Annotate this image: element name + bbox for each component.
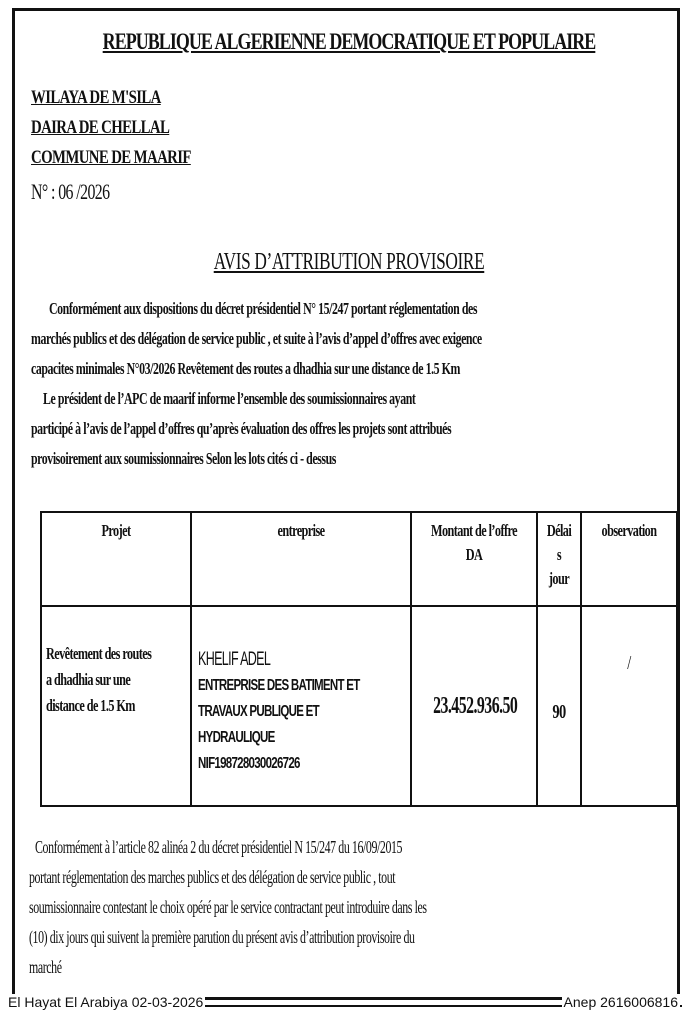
table-row	[41, 606, 677, 806]
closing-line: (10) dix jours qui suivent la première parution du présent avis d’attribution provisoire du	[29, 927, 415, 947]
closing-line: marché	[29, 957, 62, 977]
closing-line: portant réglementation des marches publics et des délégation de service public , tout	[29, 867, 396, 887]
table-header-row	[41, 512, 677, 606]
cell-entreprise: KHELIF ADEL ENTREPRISE DES BATIMENT ET TRAVAUX PUBLIQUE ET HYDRAULIQUE NIF198728030026726	[191, 606, 411, 806]
wilaya-line: WILAYA DE M'SILA	[31, 87, 161, 108]
intro-line: Le président de l’APC de maarif informe l’ensemble des soumissionnaires ayant	[43, 389, 416, 408]
closing-line: Conformément à l’article 82 alinéa 2 du décret présidentiel N 15/247 du 16/09/2015	[35, 837, 403, 857]
cell-delai: 90	[537, 606, 581, 806]
intro-line: participé à l’avis de l’appel d’offres qu’après évaluation des offres les projets sont attribués	[31, 419, 452, 438]
attribution-table	[40, 511, 678, 807]
footer-reference: Anep 2616006816	[563, 994, 678, 1010]
header-entreprise: entreprise	[191, 512, 411, 606]
republic-heading: REPUBLIQUE ALGERIENNE DEMOCRATIQUE ET POPULAIRE	[102, 29, 596, 54]
daira-line: DAIRA DE CHELLAL	[31, 117, 170, 138]
notice-frame	[12, 8, 680, 1000]
header-projet: Projet	[41, 512, 191, 606]
cell-observation: /	[581, 606, 677, 806]
intro-line: Conformément aux dispositions du décret présidentiel N° 15/247 portant réglementation des	[49, 299, 478, 318]
header-montant: Montant de l’offre DA	[411, 512, 537, 606]
reference-number: N° : 06 /2026	[31, 179, 110, 204]
intro-line: provisoirement aux soumissionnaires Selon les lots cités ci - dessus	[31, 449, 336, 468]
header-observation: observation	[581, 512, 677, 606]
header-delai: Délai s jour	[537, 512, 581, 606]
notice-title: AVIS D’ATTRIBUTION PROVISOIRE	[213, 249, 485, 275]
cell-montant: 23.452.936.50	[411, 606, 537, 806]
commune-line: COMMUNE DE MAARIF	[31, 147, 191, 168]
intro-line: marchés publics et des délégation de service public , et suite à l’avis d’appel d’offres avec exigence	[31, 329, 482, 348]
closing-line: soumissionnaire contestant le choix opéré par le service contractant peut introduire dans les	[29, 897, 427, 917]
footer-source: El Hayat El Arabiya 02-03-2026	[8, 994, 204, 1010]
cell-projet: Revêtement des routes a dhadhia sur une distance de 1.5 Km	[41, 606, 191, 806]
intro-line: capacites minimales N°03/2026 Revêtement des routes a dhadhia sur une distance de 1.5 Km	[31, 359, 460, 378]
